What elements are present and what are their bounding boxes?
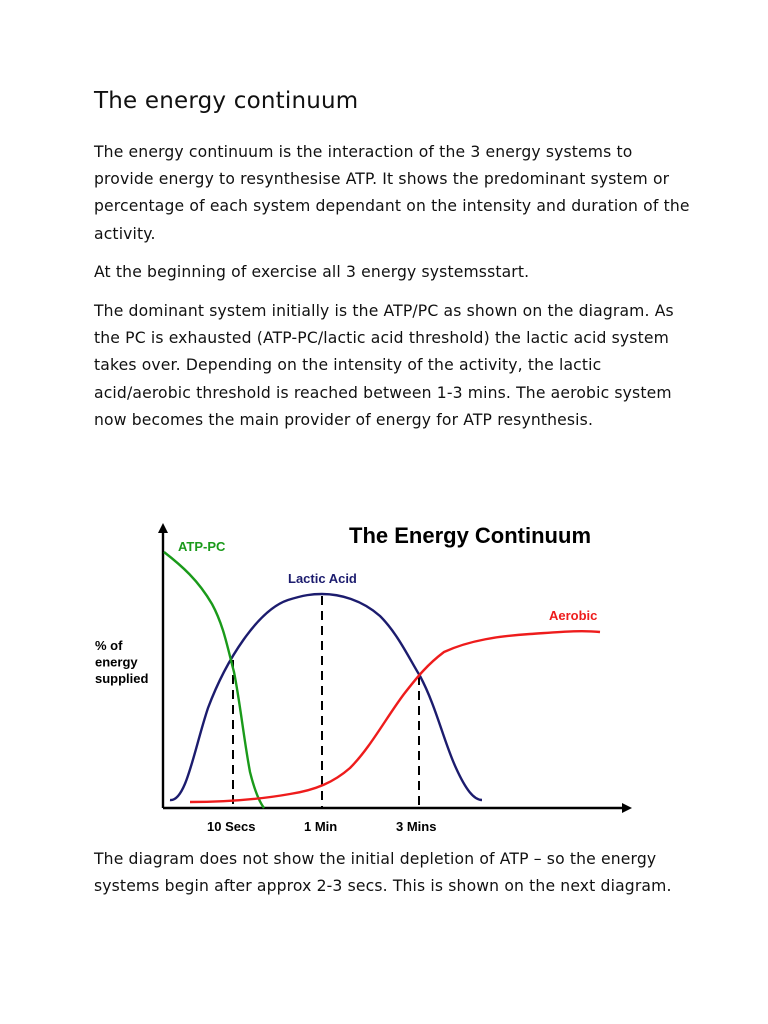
- paragraph-dominant-system: The dominant system initially is the ATP/PC as shown on the diagram. As the PC is exhausted (ATP-PC/lactic acid threshold) the lactic acid system takes over. Depending on the intensity of the activity, the lactic acid/aerobic threshold is reached between 1-3 mins. The aerobic system now becomes the main provider of energy for ATP resynthesis.: [94, 302, 674, 429]
- x-tick-label-1-min: 1 Min: [304, 819, 338, 834]
- series-label-aerobic: Aerobic: [549, 608, 598, 623]
- x-tick-label-10-secs: 10 Secs: [207, 819, 256, 834]
- y-axis-label-line: supplied: [95, 671, 149, 686]
- series-line-atp-pc: [164, 552, 264, 808]
- y-axis-label: [95, 638, 149, 686]
- series-line-lactic-acid: [170, 594, 482, 800]
- x-tick-label-3-mins: 3 Mins: [396, 819, 437, 834]
- paragraph-start: At the beginning of exercise all 3 energy systemsstart.: [94, 263, 530, 281]
- paragraph-intro: The energy continuum is the interaction of the 3 energy systems to provide energy to resynthesise ATP. It shows the predominant system or percentage of each system dependant on the intensity and duration of the activity.: [94, 143, 690, 243]
- page-title: The energy continuum: [94, 88, 359, 114]
- series-line-aerobic: [190, 631, 600, 802]
- series-label-lactic-acid: Lactic Acid: [288, 571, 357, 586]
- y-axis-label-line: energy: [95, 654, 138, 670]
- paragraph-atp-depletion: The diagram does not show the initial depletion of ATP – so the energy systems begin after approx 2-3 secs. This is shown on the next diagram.: [94, 850, 672, 896]
- series-label-atp-pc: ATP-PC: [178, 539, 226, 554]
- chart-title: The Energy Continuum: [349, 523, 591, 548]
- y-axis-label-line: % of: [95, 638, 123, 653]
